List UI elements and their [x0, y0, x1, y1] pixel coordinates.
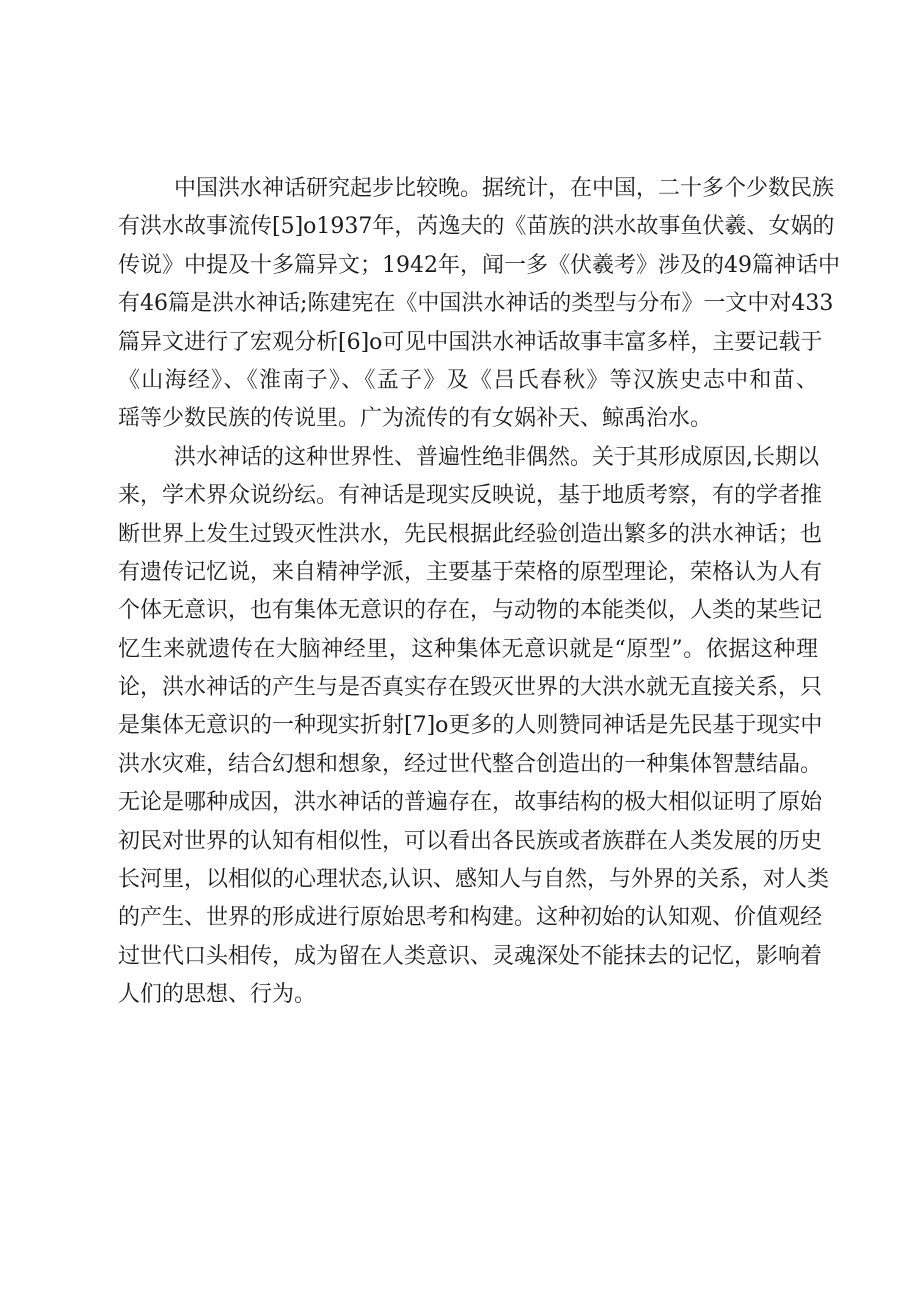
- text-line: 长河里，以相似的心理状态,认识、感知人与自然，与外界的关系，对人类: [118, 867, 829, 893]
- text-line: 洪水灾难，结合幻想和想象，经过世代整合创造出的一种集体智慧结晶。: [118, 751, 823, 777]
- text-line: 篇异文进行了宏观分析[6]o可见中国洪水神话故事丰富多样，主要记载于: [118, 329, 823, 355]
- text-line: 人们的思想、行为。: [118, 982, 317, 1008]
- text-line: 的产生、世界的形成进行原始思考和构建。这种初始的认知观、价值观经: [118, 905, 823, 931]
- text-line: 忆生来就遗传在大脑神经里，这种集体无意识就是“原型”。依据这种理: [118, 636, 818, 662]
- text-line: 洪水神话的这种世界性、普遍性绝非偶然。关于其形成原因,长期以: [174, 444, 819, 470]
- document-page: [118, 170, 840, 1015]
- text-line: 瑶等少数民族的传说里。广为流传的有女娲补天、鲸禹治水。: [118, 406, 713, 432]
- text-line: 断世界上发生过毁灭性洪水，先民根据此经验创造出繁多的洪水神话；也: [118, 521, 823, 547]
- paragraph-1: [118, 170, 840, 439]
- text-line: 《山海经》、《淮南子》、《孟子》及《吕氏春秋》等汉族史志中和苗、: [118, 367, 818, 393]
- text-line: 无论是哪种成因，洪水神话的普遍存在，故事结构的极大相似证明了原始: [118, 790, 823, 816]
- text-line: 个体无意识，也有集体无意识的存在，与动物的本能类似，人类的某些记: [118, 598, 823, 624]
- text-line: 来，学术界众说纷纭。有神话是现实反映说，基于地质考察，有的学者推: [118, 483, 823, 509]
- text-line: 中国洪水神话研究起步比较晚。据统计，在中国，二十多个少数民族: [174, 176, 835, 201]
- text-line: 是集体无意识的一种现实折射[7]o更多的人则赞同神话是先民基于现实中: [118, 713, 823, 739]
- text-line: 有46篇是洪水神话;陈建宪在《中国洪水神话的类型与分布》一文中对433: [118, 291, 834, 317]
- text-line: 有遗传记忆说，来自精神学派，主要基于荣格的原型理论，荣格认为人有: [118, 559, 823, 585]
- text-line: 初民对世界的认知有相似性，可以看出各民族或者族群在人类发展的历史: [118, 828, 823, 854]
- text-line: 有洪水故事流传[5]o1937年，芮逸夫的《苗族的洪水故事鱼伏羲、女娲的: [118, 214, 835, 240]
- paragraph-2: [118, 439, 829, 1015]
- text-line: 过世代口头相传，成为留在人类意识、灵魂深处不能抹去的记忆，影响着: [118, 943, 823, 969]
- text-line: 论，洪水神话的产生与是否真实存在毁灭世界的大洪水就无直接关系，只: [118, 675, 823, 701]
- text-line: 传说》中提及十多篇异文；1942年，闻一多《伏羲考》涉及的49篇神话中: [118, 252, 840, 278]
